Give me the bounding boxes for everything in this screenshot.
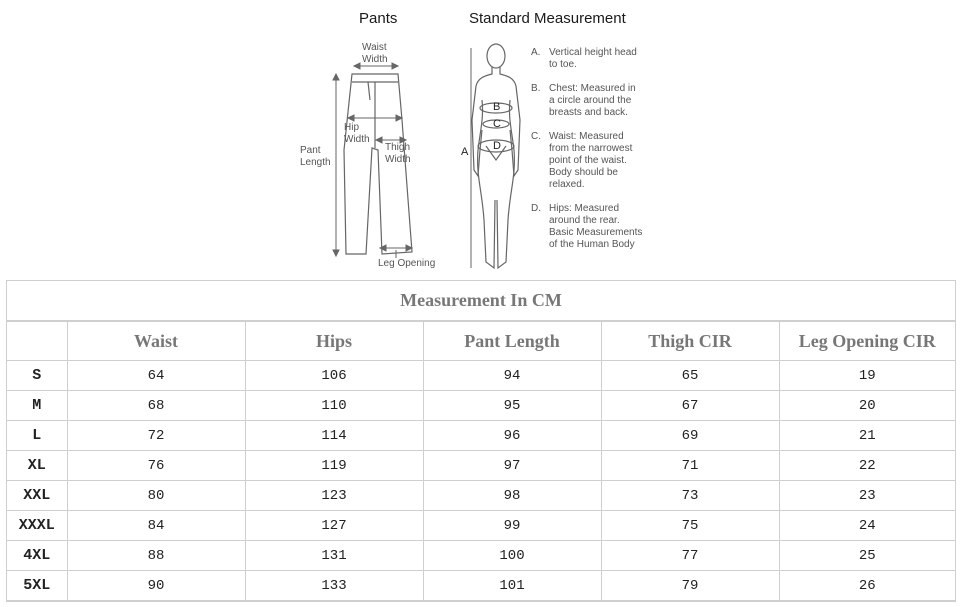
leg-opening-cir-cell: 24 bbox=[779, 511, 955, 541]
size-cell: M bbox=[7, 391, 67, 421]
leg-opening-cir-cell: 23 bbox=[779, 481, 955, 511]
table-row bbox=[7, 361, 955, 391]
pant-length-cell: 94 bbox=[423, 361, 601, 391]
waist-cell: 72 bbox=[67, 421, 245, 451]
thigh-cir-cell: 79 bbox=[601, 571, 779, 601]
table-header-row bbox=[7, 322, 955, 361]
size-chart-table bbox=[6, 280, 956, 602]
body-label-d: D bbox=[493, 140, 501, 152]
pant-length-cell: 96 bbox=[423, 421, 601, 451]
human-body-drawing bbox=[472, 44, 520, 268]
thigh-cir-cell: 77 bbox=[601, 541, 779, 571]
body-label-c: C bbox=[493, 118, 501, 130]
table-row bbox=[7, 421, 955, 451]
pant-length-cell: 95 bbox=[423, 391, 601, 421]
body-label-a: A bbox=[461, 146, 469, 158]
thigh-cir-cell: 65 bbox=[601, 361, 779, 391]
pant-length-cell: 101 bbox=[423, 571, 601, 601]
hips-cell: 106 bbox=[245, 361, 423, 391]
leg-opening-cir-cell: 25 bbox=[779, 541, 955, 571]
hips-cell: 133 bbox=[245, 571, 423, 601]
pant-length-cell: 100 bbox=[423, 541, 601, 571]
hip-width-label: Hip Width bbox=[344, 122, 370, 145]
column-header-hips: Hips bbox=[245, 322, 423, 361]
leg-opening-cir-cell: 22 bbox=[779, 451, 955, 481]
size-cell: XL bbox=[7, 451, 67, 481]
pant-length-arrow bbox=[333, 74, 339, 256]
column-header-pant-length: Pant Length bbox=[423, 322, 601, 361]
table-row bbox=[7, 511, 955, 541]
leg-opening-cir-cell: 26 bbox=[779, 571, 955, 601]
thigh-width-label: Thigh Width bbox=[385, 142, 411, 165]
waist-cell: 68 bbox=[67, 391, 245, 421]
note-b: B. Chest: Measured in a circle around the breasts and back. bbox=[531, 83, 636, 118]
measurement-diagram bbox=[0, 0, 962, 280]
size-cell: 5XL bbox=[7, 571, 67, 601]
column-header-waist: Waist bbox=[67, 322, 245, 361]
pant-length-cell: 99 bbox=[423, 511, 601, 541]
thigh-cir-cell: 75 bbox=[601, 511, 779, 541]
leg-opening-arrow bbox=[380, 245, 412, 258]
table-row bbox=[7, 481, 955, 511]
leg-opening-cir-cell: 21 bbox=[779, 421, 955, 451]
hips-cell: 119 bbox=[245, 451, 423, 481]
leg-opening-cir-cell: 20 bbox=[779, 391, 955, 421]
pants-title: Pants bbox=[359, 10, 398, 27]
waist-cell: 80 bbox=[67, 481, 245, 511]
body-label-b: B bbox=[493, 101, 501, 113]
note-d: D. Hips: Measured around the rear. Basic Measurements of the Human Body bbox=[531, 203, 643, 250]
table-title: Measurement In CM bbox=[7, 281, 955, 321]
hips-cell: 114 bbox=[245, 421, 423, 451]
hips-cell: 123 bbox=[245, 481, 423, 511]
thigh-cir-cell: 71 bbox=[601, 451, 779, 481]
size-cell: 4XL bbox=[7, 541, 67, 571]
waist-width-label: Waist Width bbox=[362, 42, 388, 65]
pant-length-cell: 97 bbox=[423, 451, 601, 481]
column-header-size bbox=[7, 322, 67, 361]
hips-cell: 131 bbox=[245, 541, 423, 571]
waist-cell: 64 bbox=[67, 361, 245, 391]
size-cell: S bbox=[7, 361, 67, 391]
waist-cell: 88 bbox=[67, 541, 245, 571]
size-cell: L bbox=[7, 421, 67, 451]
size-cell: XXXL bbox=[7, 511, 67, 541]
column-header-leg-opening-cir: Leg Opening CIR bbox=[779, 322, 955, 361]
hips-cell: 110 bbox=[245, 391, 423, 421]
waist-cell: 84 bbox=[67, 511, 245, 541]
hips-cell: 127 bbox=[245, 511, 423, 541]
thigh-cir-cell: 69 bbox=[601, 421, 779, 451]
note-a: A. Vertical height head to toe. bbox=[531, 47, 637, 70]
standard-measurement-title: Standard Measurement bbox=[469, 10, 626, 27]
thigh-cir-cell: 67 bbox=[601, 391, 779, 421]
table-row bbox=[7, 541, 955, 571]
table-row bbox=[7, 451, 955, 481]
pant-length-label: Pant Length bbox=[300, 145, 331, 168]
waist-cell: 76 bbox=[67, 451, 245, 481]
column-header-thigh-cir: Thigh CIR bbox=[601, 322, 779, 361]
leg-opening-label: Leg Opening bbox=[378, 258, 436, 269]
size-cell: XXL bbox=[7, 481, 67, 511]
leg-opening-cir-cell: 19 bbox=[779, 361, 955, 391]
table-row bbox=[7, 391, 955, 421]
pant-length-cell: 98 bbox=[423, 481, 601, 511]
table-row bbox=[7, 571, 955, 601]
waist-cell: 90 bbox=[67, 571, 245, 601]
note-c: C. Waist: Measured from the narrowest point of the waist. Body should be relaxed. bbox=[531, 131, 633, 190]
thigh-cir-cell: 73 bbox=[601, 481, 779, 511]
